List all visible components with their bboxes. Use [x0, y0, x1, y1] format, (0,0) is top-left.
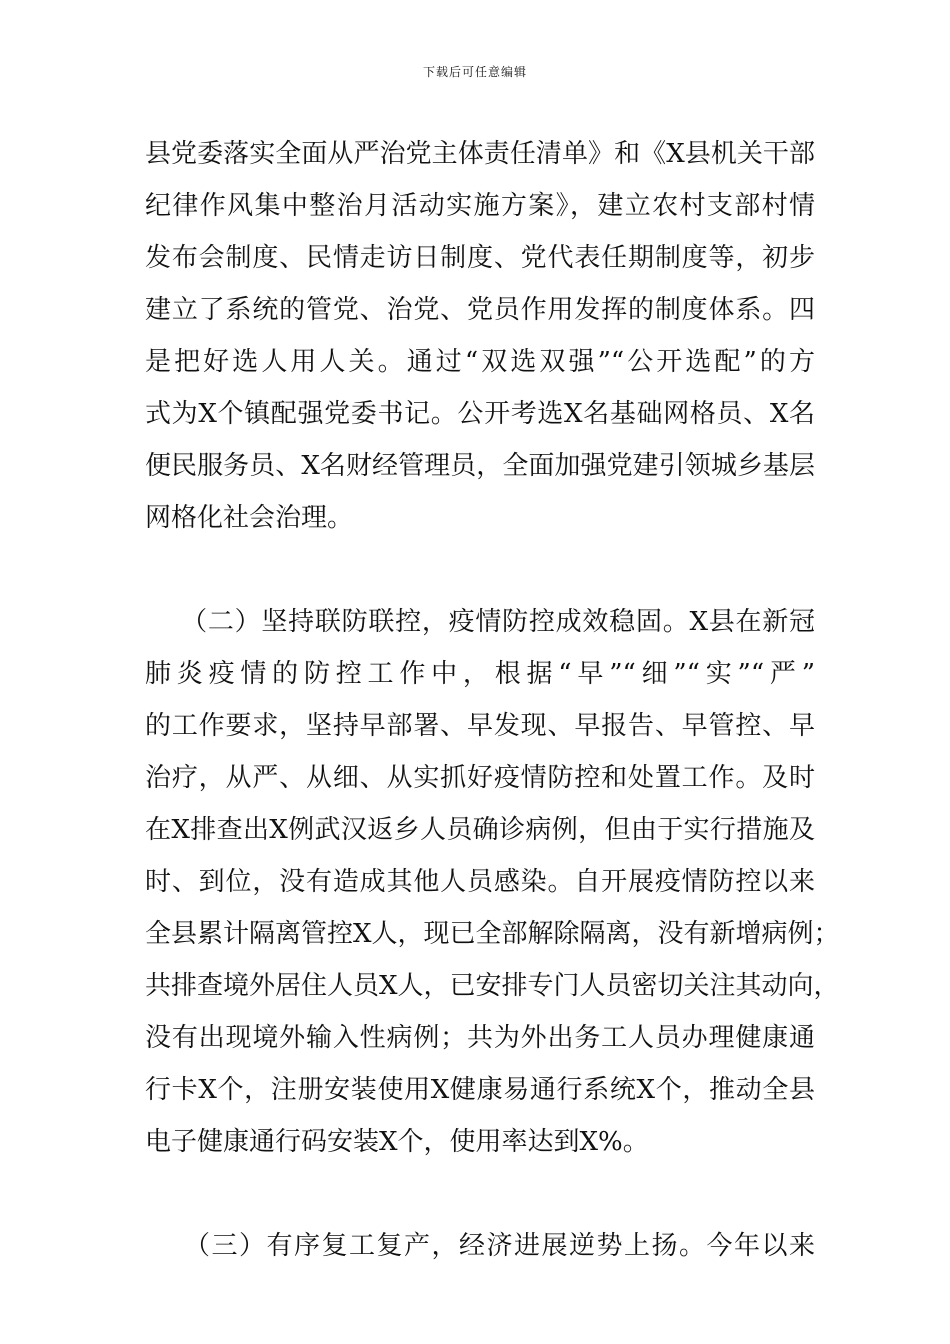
text-line: 建立了系统的管党、治党、党员作用发挥的制度体系。四: [145, 295, 815, 325]
paragraph-spacer: [145, 544, 815, 596]
text-line: 的工作要求，坚持早部署、早发现、早报告、早管控、早: [145, 711, 815, 741]
text-line: 县党委落实全面从严治党主体责任清单》和《X县机关干部: [145, 139, 815, 169]
text-line: 在X排查出X例武汉返乡人员确诊病例，但由于实行措施及: [145, 815, 815, 845]
text-line: （三）有序复工复产，经济进展逆势上扬。今年以来: [145, 1231, 815, 1261]
document-body: [145, 128, 840, 1272]
text-line: 式为X个镇配强党委书记。公开考选X名基础网格员、X名: [145, 399, 815, 429]
page-header-note: 下载后可任意编辑: [422, 65, 527, 79]
text-line: 肺炎疫情的防控工作中，根据“早”“细”“实”“严”: [145, 659, 815, 689]
paragraph-1: [145, 128, 815, 544]
text-line: 发布会制度、民情走访日制度、党代表任期制度等，初步: [145, 243, 815, 273]
text-line: 没有出现境外输入性病例；共为外出务工人员办理健康通: [145, 1023, 815, 1053]
text-line: （二）坚持联防联控，疫情防控成效稳固。X县在新冠: [145, 607, 815, 637]
text-line: 电子健康通行码安装X个，使用率达到X%。: [145, 1127, 649, 1157]
text-line: 纪律作风集中整治月活动实施方案》，建立农村支部村情: [145, 191, 815, 221]
text-line: 是把好选人用人关。通过“双选双强”“公开选配”的方: [145, 347, 815, 377]
text-line: 网格化社会治理。: [145, 503, 354, 533]
text-line: 时、到位，没有造成其他人员感染。自开展疫情防控以来: [145, 867, 815, 897]
text-line: 共排查境外居住人员X人，已安排专门人员密切关注其动向，: [145, 971, 840, 1001]
text-line: 全县累计隔离管控X人，现已全部解除隔离，没有新增病例；: [145, 919, 840, 949]
paragraph-2: [145, 596, 840, 1168]
paragraph-3: [145, 1220, 815, 1272]
text-line: 行卡X个，注册安装使用X健康易通行系统X个，推动全县: [145, 1075, 815, 1105]
text-line: 便民服务员、X名财经管理员，全面加强党建引领城乡基层: [145, 451, 815, 481]
text-line: 治疗，从严、从细、从实抓好疫情防控和处置工作。及时: [145, 763, 815, 793]
paragraph-spacer: [145, 1168, 815, 1220]
